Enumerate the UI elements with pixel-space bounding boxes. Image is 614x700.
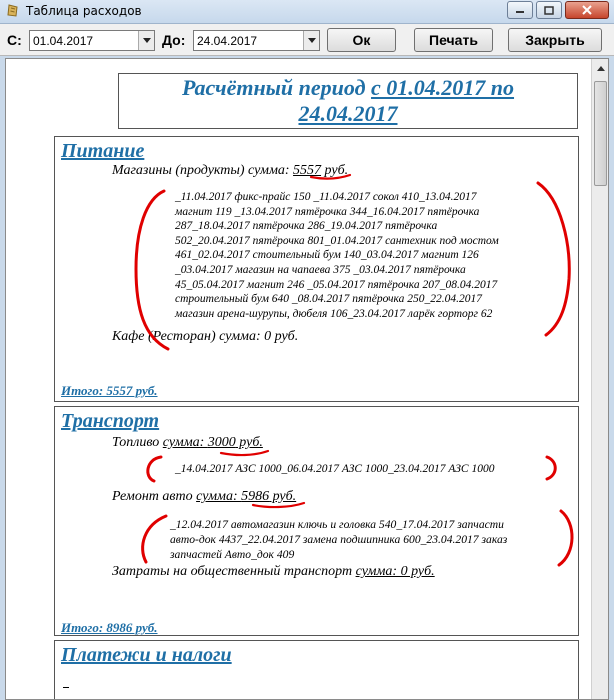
chevron-down-icon [143, 38, 151, 43]
section-title: Транспорт [61, 410, 160, 432]
shops-details [175, 190, 575, 321]
to-date-dropdown[interactable] [303, 31, 319, 50]
detail-line: авто-док 4437_22.04.2017 замена подшипника 600_23.04.2017 заказ [170, 533, 508, 547]
detail-line: магнит 119 _13.04.2017 пятёрочка 344_16.04.2017 пятёрочка [175, 205, 480, 218]
close-icon [581, 5, 593, 15]
report-view[interactable] [5, 58, 609, 700]
period-prefix: Расчётный период [181, 75, 366, 100]
ok-button[interactable]: Ок [327, 28, 396, 52]
detail-line: _12.04.2017 автомагазин ключь и головка 540_17.04.2017 запчасти [170, 518, 504, 531]
repair-label: Ремонт авто [112, 489, 197, 504]
detail-line: _11.04.2017 фикс-прайс 150 _11.04.2017 сокол 410_13.04.2017 [175, 191, 477, 203]
section-payments [54, 640, 579, 700]
period-heading [118, 73, 578, 129]
from-date-dropdown[interactable] [138, 31, 154, 50]
from-date-picker[interactable] [29, 30, 155, 51]
fuel-sum-label: сумма: [162, 435, 208, 450]
period-to: 24.04.2017 [298, 101, 398, 126]
close-button[interactable]: Закрыть [508, 28, 602, 52]
repair-line [112, 489, 296, 505]
detail-line: 45_05.04.2017 магнит 246 _05.04.2017 пятёрочка 207_08.04.2017 [175, 278, 498, 291]
chevron-up-icon [597, 66, 605, 71]
close-window-button[interactable] [565, 1, 609, 19]
section-title: Платежи и налоги [61, 644, 232, 666]
toolbar [0, 24, 614, 56]
section-transport [54, 406, 579, 636]
to-date-picker[interactable] [193, 30, 320, 51]
from-label: С: [7, 32, 22, 48]
shops-label: Магазины (продукты) сумма: [112, 163, 294, 178]
title-bar [0, 0, 614, 24]
section-food [54, 136, 579, 402]
fuel-amount: 3000 [207, 435, 236, 450]
window-title: Таблица расходов [26, 4, 142, 18]
detail-line: _03.04.2017 магазин на чапаева 375 _03.04.2017 пятёрочка [175, 263, 466, 276]
divider [63, 687, 69, 688]
fuel-line [112, 435, 263, 451]
transport-total: Итого: 8986 руб. [61, 620, 158, 635]
detail-line: 287_18.04.2017 пятёрочка 286_19.04.2017 пятёрочка [175, 220, 438, 233]
public-transport-label: Затраты на общественный транспорт [112, 564, 356, 579]
vertical-scrollbar[interactable] [591, 59, 608, 699]
minimize-icon [515, 6, 525, 14]
repair-details [170, 517, 575, 563]
public-transport-sum: сумма: 0 руб. [355, 564, 435, 579]
period-from: с 01.04.2017 по [371, 75, 515, 100]
fuel-currency: руб. [235, 435, 263, 450]
food-total: Итого: 5557 руб. [61, 383, 158, 398]
section-title: Питание [61, 140, 145, 162]
public-transport-line [112, 564, 435, 580]
fuel-label: Топливо [112, 435, 163, 450]
detail-line: 502_20.04.2017 пятёрочка 801_01.04.2017 сантехник под мостом [175, 234, 499, 247]
detail-line: строительный бум 640 _08.04.2017 пятёрочка 250_22.04.2017 [175, 293, 482, 306]
shops-line [112, 163, 348, 179]
shops-currency: руб. [321, 163, 349, 178]
cafe-line: Кафе (Ресторан) сумма: 0 руб. [112, 329, 299, 344]
detail-line: запчастей Авто_док 409 [170, 548, 295, 562]
chevron-down-icon [308, 38, 316, 43]
scroll-up-button[interactable] [594, 62, 607, 75]
repair-amount: 5986 [241, 489, 270, 504]
maximize-icon [544, 6, 554, 15]
detail-line: магазин арена-шурупы, дюбеля 106_23.04.2017 ларёк горторг 62 [175, 307, 493, 320]
app-icon [6, 4, 20, 18]
repair-sum-label: сумма: [196, 489, 242, 504]
to-label: До: [162, 32, 186, 48]
minimize-button[interactable] [507, 1, 533, 19]
repair-currency: руб. [269, 489, 297, 504]
print-button[interactable]: Печать [414, 28, 493, 52]
detail-line: 461_02.04.2017 стоительный бум 140_03.04.2017 магнит 126 [175, 249, 479, 262]
fuel-details: _14.04.2017 АЗС 1000_06.04.2017 АЗС 1000_23.04.2017 АЗС 1000 [175, 463, 495, 475]
shops-amount: 5557 [293, 163, 322, 178]
maximize-button[interactable] [536, 1, 562, 19]
scrollbar-thumb[interactable] [594, 81, 607, 186]
to-date-value: 24.04.2017 [197, 34, 258, 48]
from-date-value: 01.04.2017 [33, 34, 94, 48]
